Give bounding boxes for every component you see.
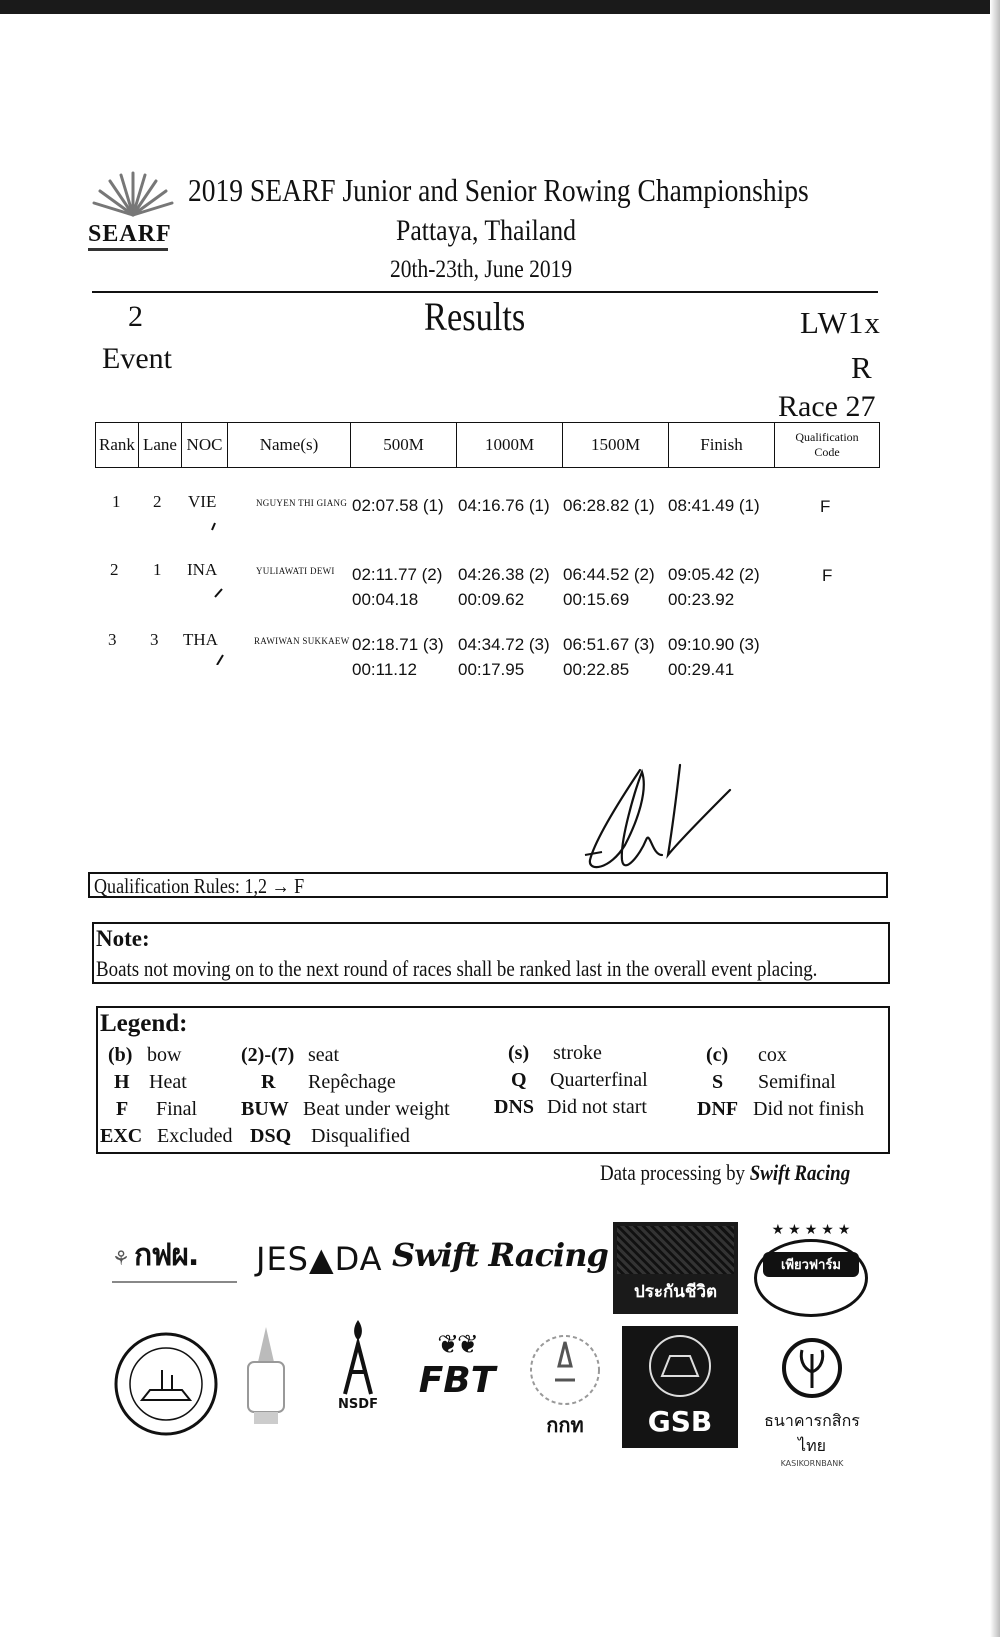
finish-time: 09:10.90 (3) xyxy=(668,635,760,654)
laurel-icon: ❦❦ xyxy=(437,1330,477,1359)
championship-title: 2019 SEARF Junior and Senior Rowing Championships xyxy=(188,172,809,208)
legend-item: R xyxy=(261,1071,276,1093)
event-dates: 20th-23th, June 2019 xyxy=(390,256,573,283)
legend-label: Repêchage xyxy=(308,1071,396,1093)
race-number: Race 27 xyxy=(778,390,876,423)
results-heading: Results xyxy=(424,294,526,339)
gap-500m: 00:04.18 xyxy=(352,590,419,609)
col-1500m: 1500M xyxy=(563,423,669,468)
data-processing-credit: Data processing by Swift Racing xyxy=(600,1160,851,1185)
legend-label: Quarterfinal xyxy=(550,1069,648,1091)
rank: 1 xyxy=(112,492,121,511)
col-names: Name(s) xyxy=(228,423,351,468)
sun-rays-icon xyxy=(88,165,178,220)
gap-1500m: 00:22.85 xyxy=(563,660,630,679)
lane: 2 xyxy=(153,492,162,511)
legend-label: cox xyxy=(758,1044,787,1066)
note-title: Note: xyxy=(96,926,150,951)
split-500m: 02:18.71 (3) xyxy=(352,635,444,654)
gap-1500m: 00:15.69 xyxy=(563,590,630,609)
col-rank: Rank xyxy=(96,423,139,468)
split-1500m: 06:44.52 (2) xyxy=(563,565,655,584)
split-1500m: 06:51.67 (3) xyxy=(563,635,655,654)
gsb-logo: GSB xyxy=(622,1326,738,1448)
split-1000m: 04:26.38 (2) xyxy=(458,565,550,584)
torch-figure-icon xyxy=(333,1316,383,1396)
farm-logo: ★★★★★ เพียวฟาร์ม xyxy=(754,1222,872,1322)
round-code: R xyxy=(851,350,872,385)
col-500m: 500M xyxy=(351,423,457,468)
event-number: 2 xyxy=(128,300,143,333)
athlete-name: YULIAWATI DEWI xyxy=(256,566,335,576)
searf-logo xyxy=(88,165,178,245)
split-1000m: 04:16.76 (1) xyxy=(458,496,550,515)
port-authority-seal xyxy=(112,1330,220,1443)
event-label: Event xyxy=(102,342,172,375)
royal-crest-logo xyxy=(236,1322,296,1437)
col-qualification-code: Qualification Code xyxy=(775,423,880,468)
lane: 1 xyxy=(153,560,162,579)
nsdf-logo: NSDF xyxy=(318,1316,398,1412)
split-1000m: 04:34.72 (3) xyxy=(458,635,550,654)
sports-emblem-icon xyxy=(525,1330,605,1410)
legend-item: (s) xyxy=(508,1042,530,1064)
legend-label: Heat xyxy=(149,1071,187,1093)
noc: INA xyxy=(187,560,218,579)
col-noc: NOC xyxy=(182,423,228,468)
gap-1000m: 00:17.95 xyxy=(458,660,525,679)
results-header-row xyxy=(95,422,880,468)
legend-label: Final xyxy=(156,1098,198,1120)
qualification-rules-box xyxy=(88,872,888,898)
swift-racing-logo: Swift Racing xyxy=(392,1236,608,1274)
rank: 3 xyxy=(108,630,117,649)
legend-label: bow xyxy=(147,1044,182,1066)
legend-item: (2)-(7) xyxy=(241,1044,295,1066)
egat-logo: ⚘ กฟผ. xyxy=(112,1232,242,1292)
pen-check-marks xyxy=(195,515,225,665)
legend-item: F xyxy=(116,1098,129,1120)
boat-class: LW1x xyxy=(800,305,881,340)
legend-item: DNS xyxy=(494,1096,535,1118)
legend-title: Legend: xyxy=(100,1010,188,1037)
gap-finish: 00:29.41 xyxy=(668,660,735,679)
legend-item: H xyxy=(114,1071,130,1093)
legend-label: Beat under weight xyxy=(303,1098,450,1120)
legend-label: seat xyxy=(308,1044,340,1066)
gap-finish: 00:23.92 xyxy=(668,590,735,609)
searf-logo-text: SEARF xyxy=(88,221,172,247)
legend-label: Excluded xyxy=(157,1125,233,1147)
noc: THA xyxy=(183,630,218,649)
qualification-rules-text: Qualification Rules: 1,2 → F xyxy=(94,874,305,898)
gap-1000m: 00:09.62 xyxy=(458,590,525,609)
kkt-logo: กกท xyxy=(520,1330,610,1441)
col-lane: Lane xyxy=(139,423,182,468)
fbt-logo: ❦❦ FBT xyxy=(412,1330,502,1401)
legend-item: (b) xyxy=(108,1044,133,1066)
scan-top-border xyxy=(0,0,1000,14)
lane: 3 xyxy=(150,630,159,649)
qualification-code: F xyxy=(822,566,833,585)
finish-time: 08:41.49 (1) xyxy=(668,496,760,515)
qualification-code: F xyxy=(820,497,831,516)
official-signature xyxy=(580,760,740,880)
jesada-logo: JES▲DA xyxy=(256,1240,383,1278)
legend-item: DSQ xyxy=(250,1125,292,1147)
legend-label: Did not start xyxy=(547,1096,647,1118)
scan-right-edge xyxy=(990,0,1000,1637)
legend-item: S xyxy=(712,1071,724,1093)
split-500m: 02:07.58 (1) xyxy=(352,496,444,515)
legend-label: stroke xyxy=(553,1042,602,1064)
legend-item: (c) xyxy=(706,1044,729,1066)
note-text: Boats not moving on to the next round of races shall be ranked last in the overall event placing. xyxy=(96,956,818,981)
athlete-name: RAWIWAN SUKKAEW xyxy=(254,636,350,646)
note-box xyxy=(92,922,890,984)
legend-item: Q xyxy=(511,1069,527,1091)
legend-item: BUW xyxy=(241,1098,289,1120)
split-1500m: 06:28.82 (1) xyxy=(563,496,655,515)
location: Pattaya, Thailand xyxy=(396,214,577,247)
rice-ear-icon xyxy=(780,1336,844,1400)
col-finish: Finish xyxy=(669,423,775,468)
stars-icon: ★★★★★ xyxy=(771,1223,855,1238)
noc: VIE xyxy=(188,492,217,511)
athlete-name: NGUYEN THI GIANG xyxy=(256,498,348,508)
kasikornbank-logo: ธนาคารกสิกรไทย KASIKORNBANK xyxy=(752,1336,872,1468)
col-1000m: 1000M xyxy=(457,423,563,468)
rank: 2 xyxy=(110,560,119,579)
legend-label: Disqualified xyxy=(311,1125,410,1147)
legend-item: DNF xyxy=(697,1098,739,1120)
egat-emblem-icon: ⚘ xyxy=(112,1248,130,1270)
legend-item: EXC xyxy=(100,1125,143,1147)
legend-label: Did not finish xyxy=(753,1098,865,1120)
legend-label: Semifinal xyxy=(758,1071,836,1093)
split-500m: 02:11.77 (2) xyxy=(352,565,443,584)
insurance-logo: ประกันชีวิต xyxy=(613,1222,738,1314)
finish-time: 09:05.42 (2) xyxy=(668,565,760,584)
gap-500m: 00:11.12 xyxy=(352,660,417,679)
